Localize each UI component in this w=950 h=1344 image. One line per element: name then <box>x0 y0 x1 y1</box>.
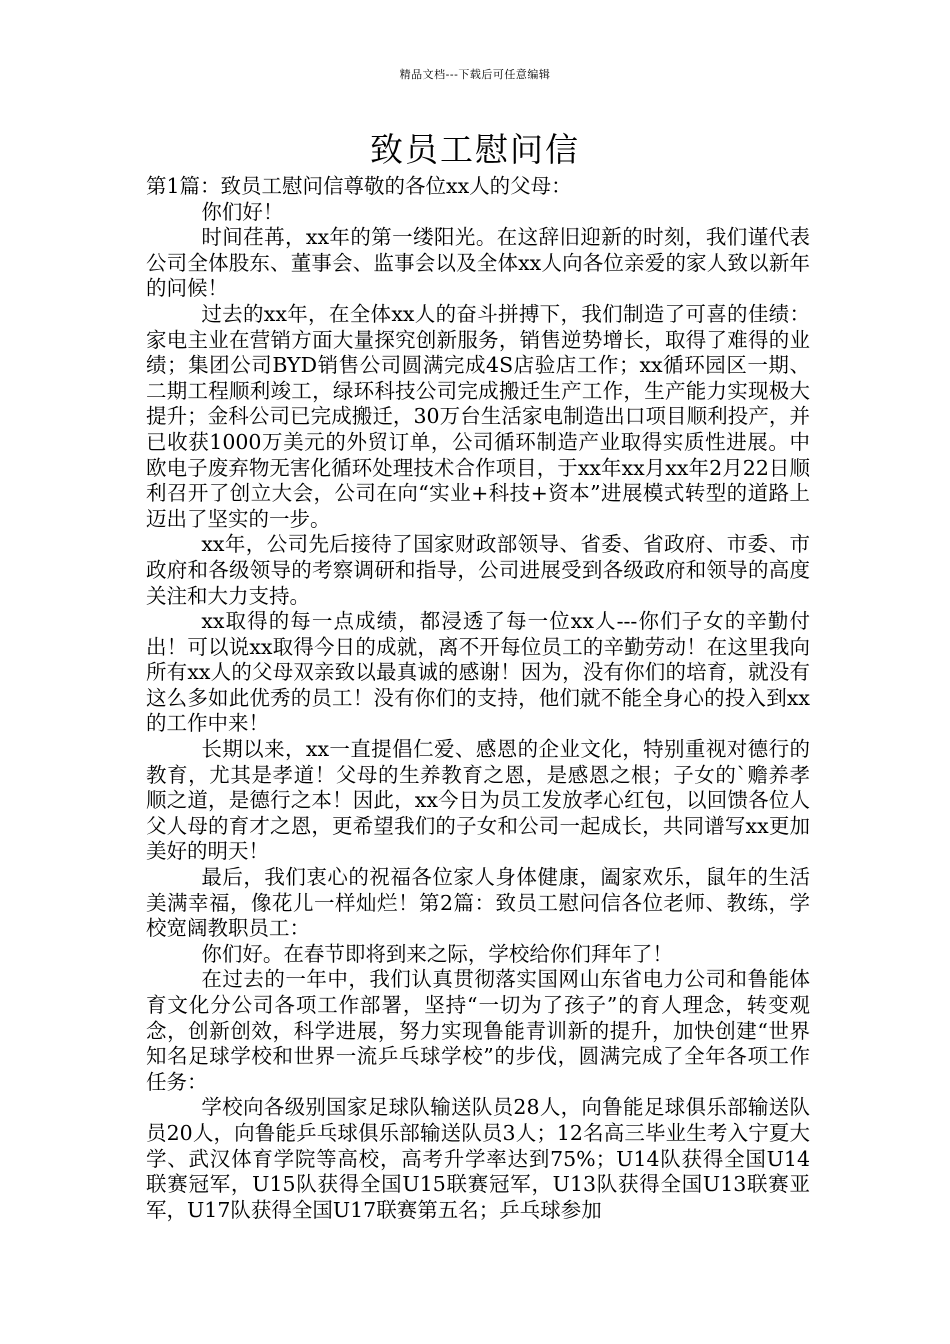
document-title: 致员工慰问信 <box>370 130 580 169</box>
paragraph-2: 你们好！ <box>201 199 284 224</box>
header-note: 精品文档---下载后可任意编辑 <box>399 68 551 81</box>
paragraph-8: 最后，我们衷心的祝福各位家人身体健康，阖家欢乐，鼠年的生活美满幸福，像花儿一样灿烂！第2篇：致员工慰问信各位老师、教练，学校宽阔教职员工： <box>146 865 810 941</box>
paragraph-6: xx取得的每一点成绩，都浸透了每一位xx人---你们子女的辛勤付出！可以说xx取得今日的成就，离不开每位员工的辛勤劳动！在这里我向所有xx人的父母双亲致以最真诚的感谢！因为，没有你们的培育，就没有这么多如此优秀的员工！没有你们的支持，他们就不能全身心的投入到xx的工作中来！ <box>146 609 810 736</box>
paragraph-9: 你们好。在春节即将到来之际，学校给你们拜年了！ <box>201 941 673 966</box>
paragraph-11: 学校向各级别国家足球队输送队员28人，向鲁能足球俱乐部输送队员20人，向鲁能乒乓球俱乐部输送队员3人；12名高三毕业生考入宁夏大学、武汉体育学院等高校，高考升学率达到75%；U14队获得全国U14联赛冠军，U15队获得全国U15联赛冠军，U13队获得全国U13联赛亚军，U17队获得全国U17联赛第五名；乒乓球参加 <box>146 1095 810 1222</box>
paragraph-7: 长期以来，xx一直提倡仁爱、感恩的企业文化，特别重视对德行的教育，尤其是孝道！父母的生养教育之恩，是感恩之根；子女的`赡养孝顺之道，是德行之本！因此，xx今日为员工发放孝心红包，以回馈各位人父人母的育才之恩，更希望我们的子女和公司一起成长，共同谱写xx更加美好的明天！ <box>146 737 810 864</box>
paragraph-3: 时间荏苒，xx年的第一缕阳光。在这辞旧迎新的时刻，我们谨代表公司全体股东、董事会、监事会以及全体xx人向各位亲爱的家人致以新年的问候！ <box>146 225 810 301</box>
paragraph-4: 过去的xx年，在全体xx人的奋斗拼搏下，我们制造了可喜的佳绩：家电主业在营销方面大量探究创新服务，销售逆势增长，取得了难得的业绩；集团公司BYD销售公司圆满完成4S店验店工作；xx循环园区一期、二期工程顺利竣工，绿环科技公司完成搬迁生产工作，生产能力实现极大提升；金科公司已完成搬迁，30万台生活家电制造出口项目顺利投产，并已收获1000万美元的外贸订单，公司循环制造产业取得实质性进展。中欧电子废弃物无害化循环处理技术合作项目，于xx年xx月xx年2月22日顺利召开了创立大会，公司在向“实业+科技+资本”进展模式转型的道路上迈出了坚实的一步。 <box>146 301 810 531</box>
document-body <box>146 174 810 1223</box>
paragraph-1: 第1篇：致员工慰问信尊敬的各位xx人的父母： <box>146 174 572 198</box>
paragraph-5: xx年，公司先后接待了国家财政部领导、省委、省政府、市委、市政府和各级领导的考察调研和指导，公司进展受到各级政府和领导的高度关注和大力支持。 <box>146 532 810 608</box>
paragraph-10: 在过去的一年中，我们认真贯彻落实国网山东省电力公司和鲁能体育文化分公司各项工作部署，坚持“一切为了孩子”的育人理念，转变观念，创新创效，科学进展，努力实现鲁能青训新的提升，加快创建“世界知名足球学校和世界一流乒乓球学校”的步伐，圆满完成了全年各项工作任务： <box>146 967 810 1094</box>
